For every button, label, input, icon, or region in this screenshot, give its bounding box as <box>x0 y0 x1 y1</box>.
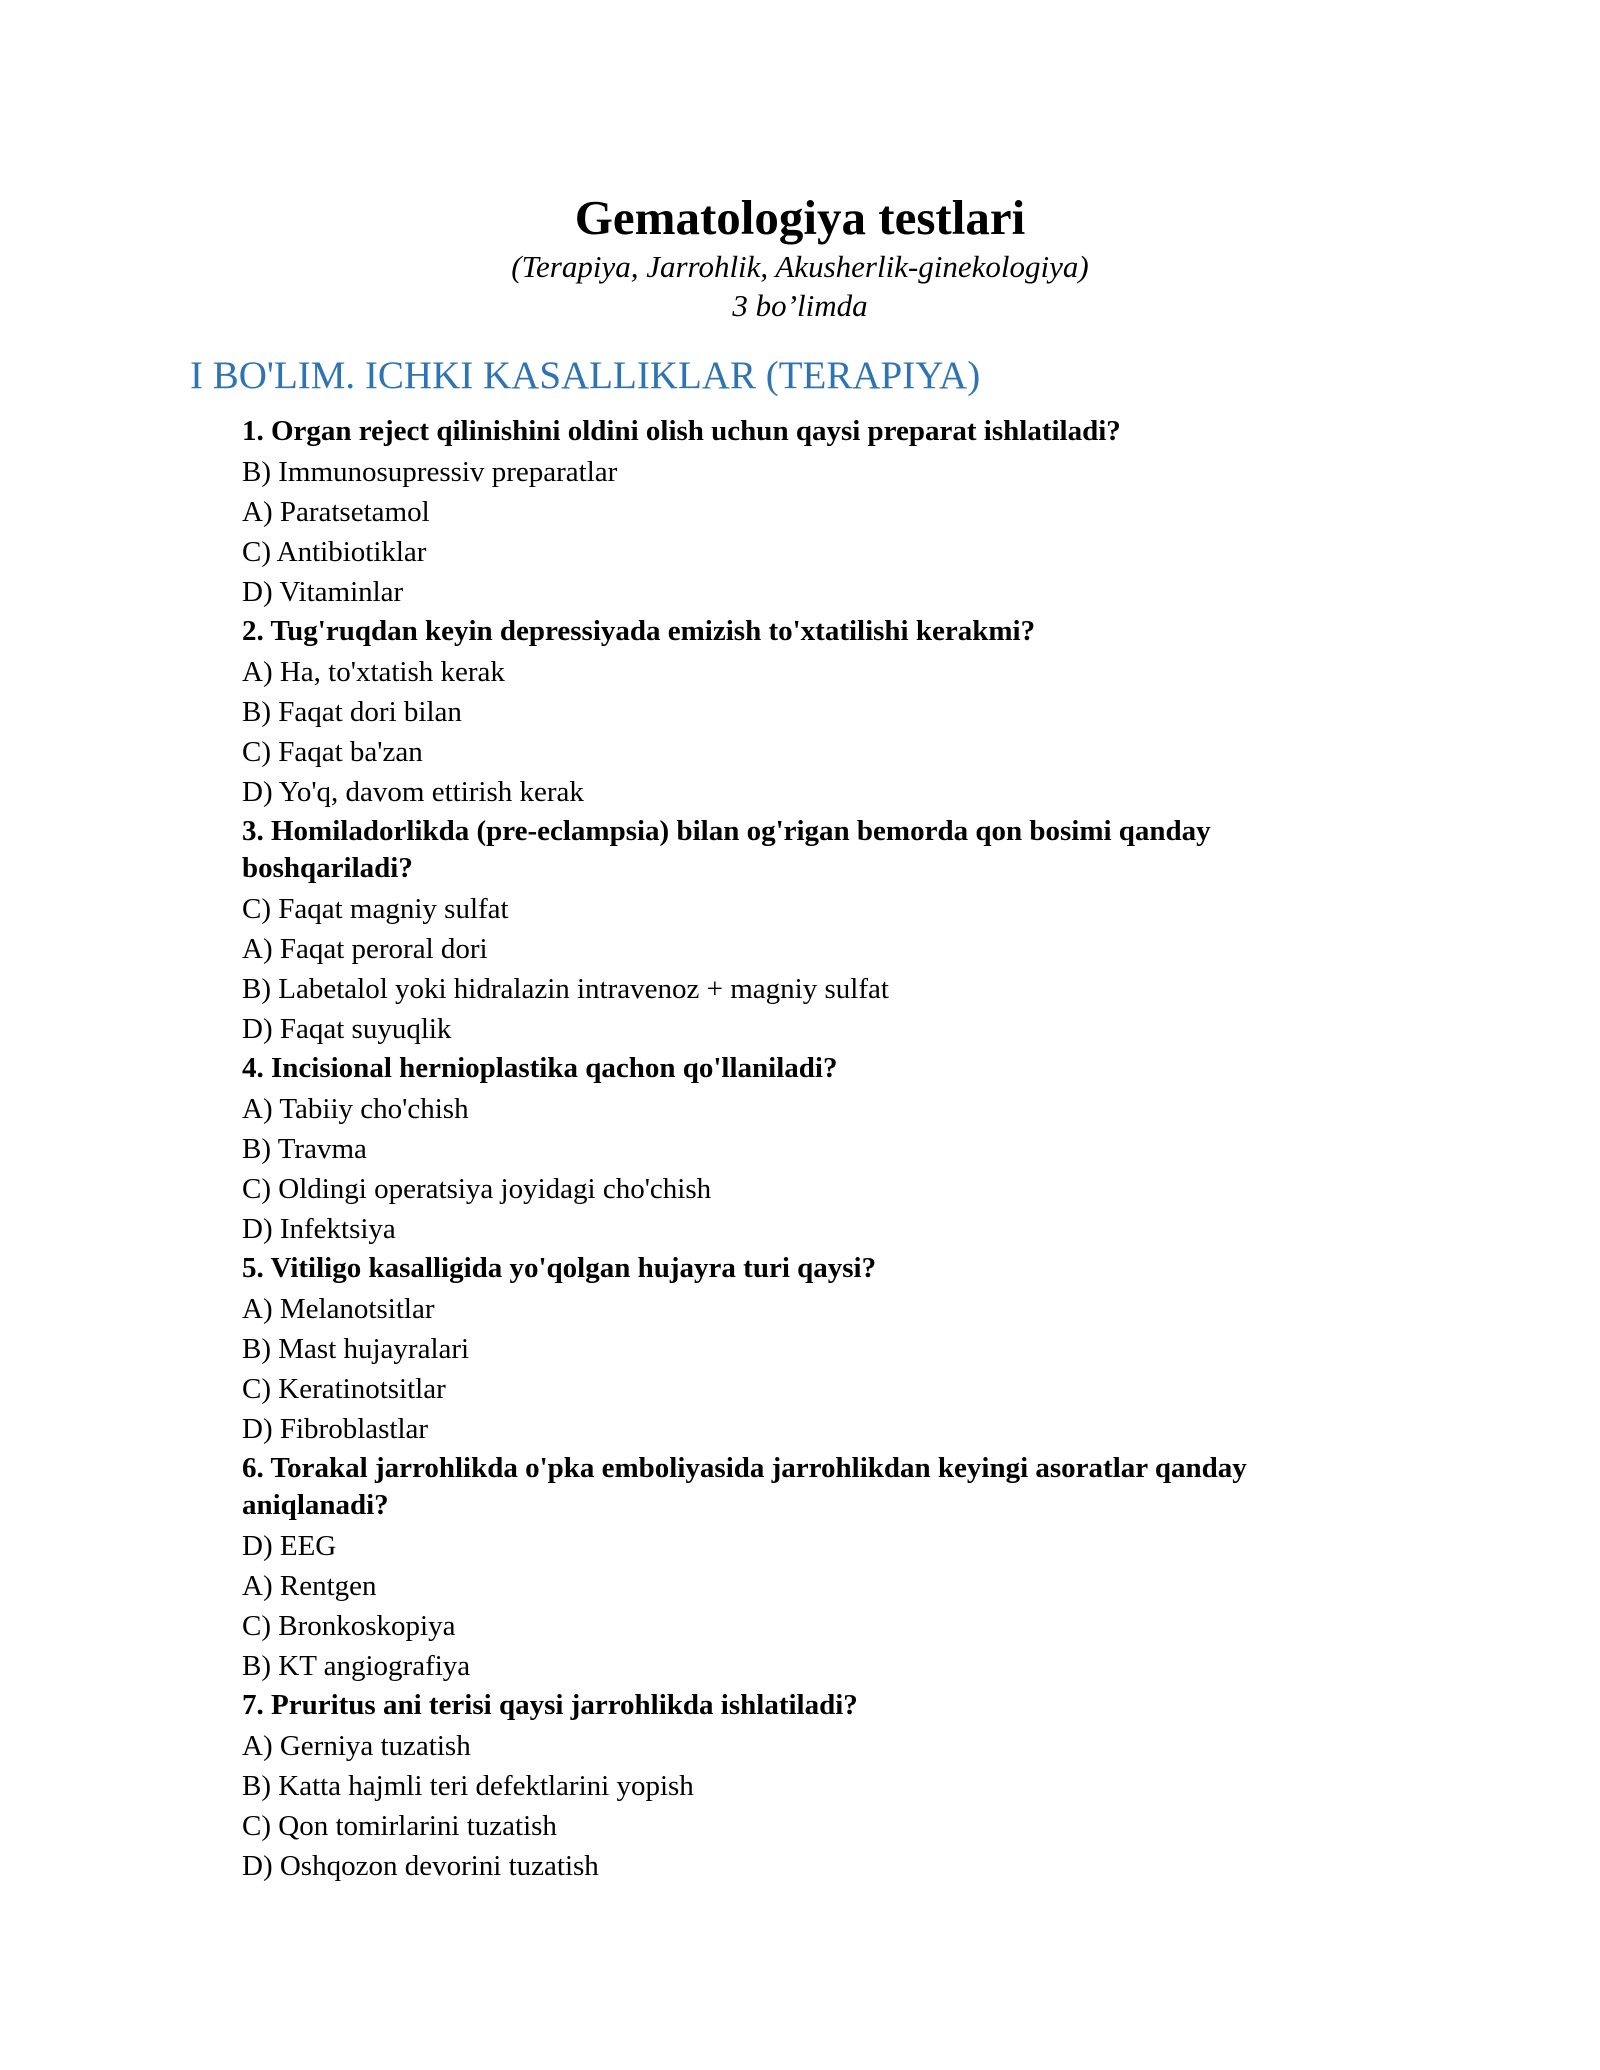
answer-option: D) Oshqozon devorini tuzatish <box>242 1850 599 1882</box>
answer-option: C) Bronkoskopiya <box>242 1610 456 1642</box>
question-text: 1. Organ reject qilinishini oldini olish uchun qaysi preparat ishlatiladi? <box>242 415 1121 447</box>
question-block <box>242 1249 1362 1449</box>
answer-option: C) Qon tomirlarini tuzatish <box>242 1810 557 1842</box>
answer-option: B) KT angiografiya <box>242 1650 471 1682</box>
answer-option: A) Melanotsitlar <box>242 1293 435 1325</box>
section-heading: I BO'LIM. ICHKI KASALLIKLAR (TERAPIYA) <box>190 354 981 397</box>
question-text: 6. Torakal jarrohlikda o'pka emboliyasida jarrohlikdan keyingi asoratlar qanday aniqlanadi? <box>242 1452 1247 1521</box>
question-text: 5. Vitiligo kasalligida yo'qolgan hujayra turi qaysi? <box>242 1252 877 1284</box>
question-block <box>242 1686 1362 1886</box>
answer-option: A) Tabiiy cho'chish <box>242 1093 469 1125</box>
answer-option: A) Faqat peroral dori <box>242 933 488 965</box>
answer-option: A) Paratsetamol <box>242 496 430 528</box>
answer-option: A) Ha, to'xtatish kerak <box>242 656 505 688</box>
question-text: 2. Tug'ruqdan keyin depressiyada emizish to'xtatilishi kerakmi? <box>242 615 1036 647</box>
question-block <box>242 412 1362 612</box>
question-list <box>242 412 1362 1886</box>
question-text: 7. Pruritus ani terisi qaysi jarrohlikda ishlatiladi? <box>242 1689 858 1721</box>
answer-option: C) Keratinotsitlar <box>242 1373 446 1405</box>
answer-option: A) Rentgen <box>242 1570 377 1602</box>
answer-option: D) Yo'q, davom ettirish kerak <box>242 776 584 808</box>
document-title: Gematologiya testlari <box>574 190 1026 245</box>
answer-option: D) Infektsiya <box>242 1213 396 1245</box>
answer-option: D) Vitaminlar <box>242 576 404 608</box>
question-block <box>242 1449 1362 1686</box>
answer-option: A) Gerniya tuzatish <box>242 1730 471 1762</box>
question-block <box>242 812 1362 1049</box>
answer-option: C) Oldingi operatsiya joyidagi cho'chish <box>242 1173 712 1205</box>
answer-option: B) Travma <box>242 1133 367 1165</box>
answer-option: C) Faqat magniy sulfat <box>242 893 509 925</box>
answer-option: D) EEG <box>242 1530 337 1562</box>
answer-option: D) Faqat suyuqlik <box>242 1013 452 1045</box>
answer-option: B) Immunosupressiv preparatlar <box>242 456 618 488</box>
answer-option: B) Mast hujayralari <box>242 1333 470 1365</box>
document-parts-note: 3 bo’limda <box>732 288 868 323</box>
question-text: 4. Incisional hernioplastika qachon qo'llaniladi? <box>242 1052 838 1084</box>
question-text: 3. Homiladorlikda (pre-eclampsia) bilan og'rigan bemorda qon bosimi qanday boshqariladi? <box>242 815 1211 884</box>
answer-option: C) Antibiotiklar <box>242 536 427 568</box>
answer-option: B) Katta hajmli teri defektlarini yopish <box>242 1770 694 1802</box>
answer-option: B) Faqat dori bilan <box>242 696 462 728</box>
document-subtitle: (Terapiya, Jarrohlik, Akusherlik-ginekologiya) <box>511 249 1089 284</box>
question-block <box>242 1049 1362 1249</box>
question-block <box>242 612 1362 812</box>
answer-option: B) Labetalol yoki hidralazin intravenoz + magniy sulfat <box>242 973 889 1005</box>
answer-option: C) Faqat ba'zan <box>242 736 423 768</box>
answer-option: D) Fibroblastlar <box>242 1413 429 1445</box>
